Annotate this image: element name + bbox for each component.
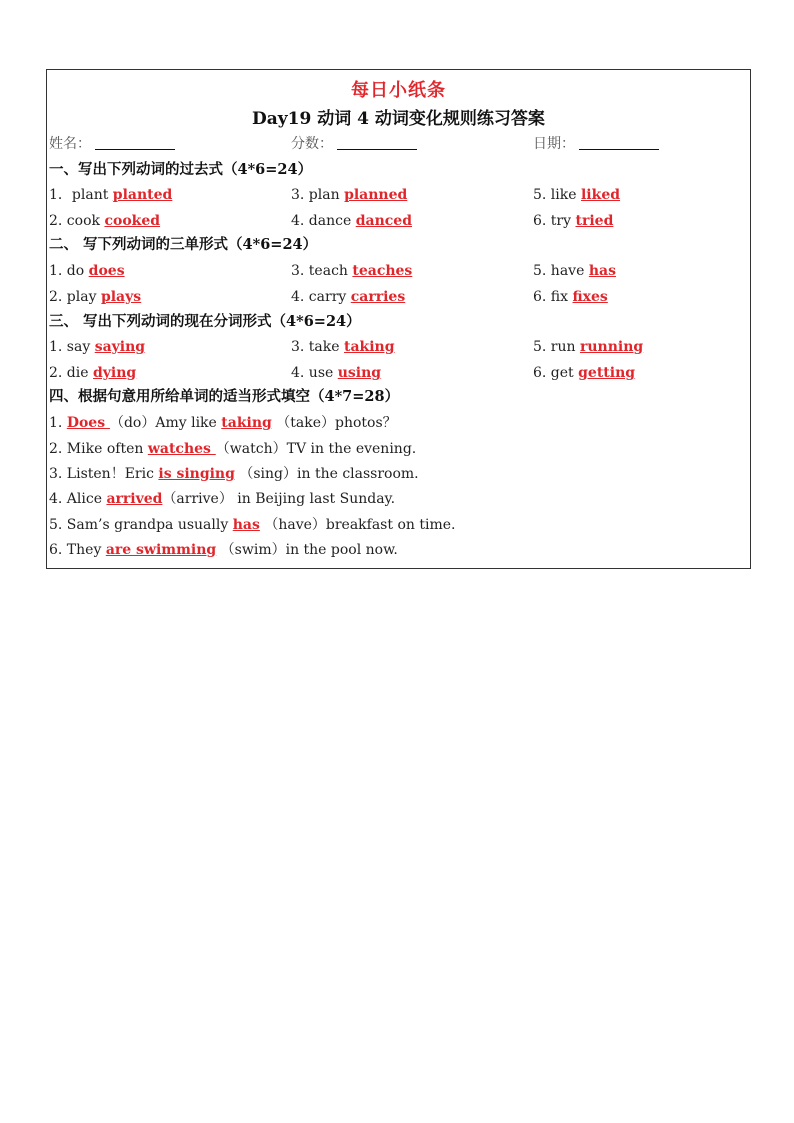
answer: tried — [575, 213, 614, 229]
exercise-item: 4. use using — [291, 365, 382, 381]
answer: dying — [92, 365, 137, 381]
date-label: 日期： — [533, 136, 575, 152]
answer: taking — [221, 415, 272, 431]
answer: saying — [94, 339, 146, 355]
exercise-row — [49, 286, 749, 308]
exercise-item: 3. teach teaches — [291, 263, 413, 279]
exercise-item: 6. fix fixes — [533, 289, 608, 305]
score-blank[interactable] — [337, 135, 417, 150]
answer: arrived — [106, 491, 163, 507]
date-field[interactable] — [533, 133, 659, 155]
name-blank[interactable] — [95, 135, 175, 150]
exercise-item: 1. say saying — [49, 339, 146, 355]
worksheet — [46, 69, 751, 569]
answer: running — [579, 339, 644, 355]
score-label: 分数： — [291, 136, 333, 152]
answer: teaches — [352, 263, 413, 279]
answer: has — [588, 263, 616, 279]
sentence-item: 2. Mike often watches （watch）TV in the evening. — [49, 441, 417, 457]
sentence-item: 3. Listen！Eric is singing （sing）in the classroom. — [49, 466, 419, 482]
exercise-item: 5. have has — [533, 263, 616, 279]
exercise-item: 1. do does — [49, 263, 125, 279]
exercise-row — [49, 184, 749, 206]
answer: planned — [344, 187, 408, 203]
name-label: 姓名： — [49, 136, 91, 152]
answer: carries — [350, 289, 406, 305]
exercise-item: 1．plant planted — [49, 187, 173, 203]
score-field[interactable] — [291, 133, 417, 155]
answer: plays — [100, 289, 142, 305]
banner-title: 每日小纸条 — [351, 80, 446, 101]
exercise-item: 4. dance danced — [291, 213, 412, 229]
sentence-item: 6. They are swimming （swim）in the pool now. — [49, 542, 398, 558]
worksheet-title: Day19 动词 4 动词变化规则练习答案 — [252, 109, 545, 129]
exercise-item: 5. run running — [533, 339, 644, 355]
answer: liked — [580, 187, 621, 203]
exercise-row — [49, 336, 749, 358]
answer: Does — [66, 415, 110, 431]
sentence-item: 5. Sam’s grandpa usually has （have）breakfast on time. — [49, 517, 456, 533]
answer: does — [88, 263, 125, 279]
answer: planted — [112, 187, 173, 203]
exercise-item: 2. cook cooked — [49, 213, 161, 229]
answer: has — [232, 517, 260, 533]
sentence-item: 4. Alice arrived（arrive） in Beijing last Sunday. — [49, 491, 396, 507]
section-heading-2: 二、 写下列动词的三单形式（4*6=24） — [49, 236, 318, 253]
answer: is singing — [158, 466, 235, 482]
exercise-item: 3. take taking — [291, 339, 395, 355]
answer: getting — [578, 365, 636, 381]
info-row — [49, 133, 749, 155]
section-heading-3: 三、 写出下列动词的现在分词形式（4*6=24） — [49, 313, 361, 330]
answer: watches — [147, 441, 216, 457]
exercise-row — [49, 260, 749, 282]
name-field[interactable] — [49, 133, 175, 155]
exercise-item: 3. plan planned — [291, 187, 408, 203]
exercise-row — [49, 362, 749, 384]
answer: cooked — [104, 213, 161, 229]
exercise-item: 5. like liked — [533, 187, 621, 203]
answer: using — [337, 365, 382, 381]
exercise-item: 2. play plays — [49, 289, 142, 305]
section-heading-4: 四、根据句意用所给单词的适当形式填空（4*7=28） — [49, 388, 400, 405]
date-blank[interactable] — [579, 135, 659, 150]
exercise-item: 6. get getting — [533, 365, 636, 381]
exercise-item: 4. carry carries — [291, 289, 406, 305]
section-heading-1: 一、写出下列动词的过去式（4*6=24） — [49, 161, 313, 178]
answer: are swimming — [105, 542, 217, 558]
answer: danced — [355, 213, 412, 229]
sentence-item: 1. Does （do）Amy like taking （take）photos？ — [49, 415, 397, 431]
exercise-row — [49, 210, 749, 232]
exercise-item: 2. die dying — [49, 365, 137, 381]
answer: taking — [344, 339, 395, 355]
answer: fixes — [572, 289, 608, 305]
exercise-item: 6. try tried — [533, 213, 614, 229]
